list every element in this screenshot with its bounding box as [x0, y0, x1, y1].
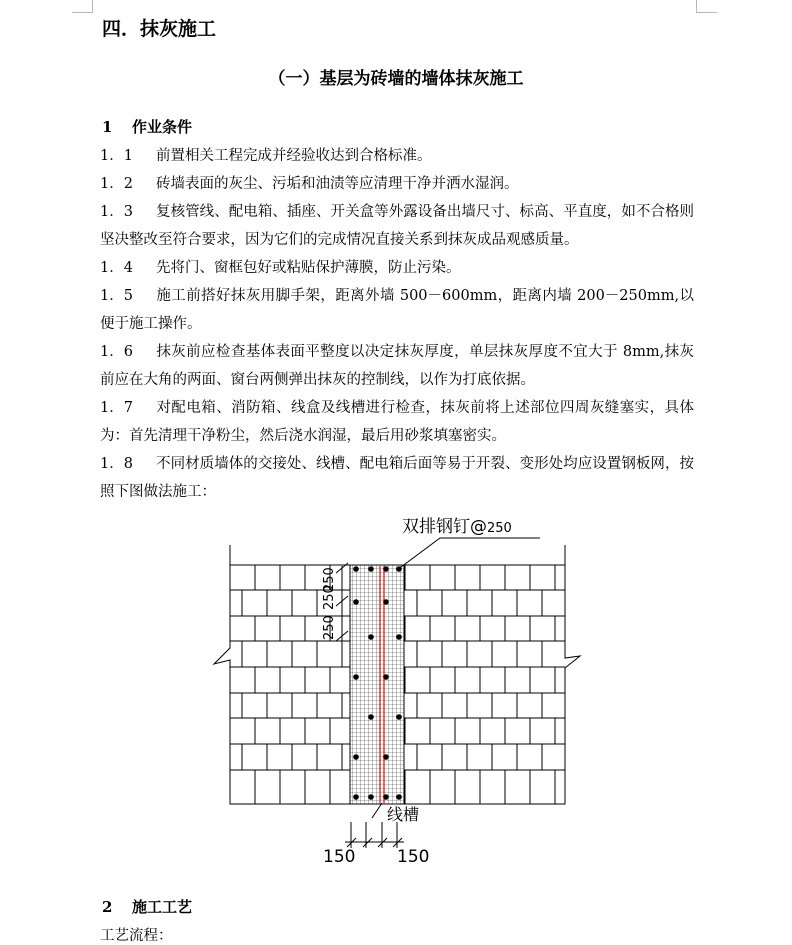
nail-dot [353, 566, 359, 572]
nail-dot [383, 754, 389, 760]
section-2-title: 施工工艺 [132, 898, 193, 916]
item-number: 1．2 [100, 176, 133, 192]
groove-label: 线槽 [387, 805, 420, 824]
dim-vertical-bottom: 250 [322, 615, 337, 640]
nail-dot [353, 599, 359, 605]
item-text: 对配电箱、消防箱、线盒及线槽进行检查，抹灰前将上述部位四周灰缝塞实，具体为：首先清理干净粉尘，然后浇水润湿，最后用砂浆填塞密实。 [100, 400, 694, 444]
nail-dot [353, 794, 359, 800]
nail-dot [383, 566, 389, 572]
process-label: 工艺流程： [100, 928, 173, 944]
item-number: 1．8 [100, 456, 133, 472]
dim-left: 150 [323, 847, 356, 867]
item-text: 前置相关工程完成并经验收达到合格标准。 [156, 148, 432, 164]
item-text: 不同材质墙体的交接处、线槽、配电箱后面等易于开裂、变形处均应设置钢板网，按照下图做法施工： [100, 456, 694, 500]
nail-dot [368, 634, 374, 640]
subsection-heading: （一）基层为砖墙的墙体抹灰施工 [268, 69, 524, 89]
nail-dot [383, 599, 389, 605]
nail-dot [368, 566, 374, 572]
item-number: 1．6 [100, 344, 133, 360]
nail-dot [353, 674, 359, 680]
item-number: 1．1 [100, 148, 133, 164]
nail-dot [396, 714, 402, 720]
groove-label-leader [372, 803, 382, 818]
item-text: 复核管线、配电箱、插座、开关盒等外露设备出墙尺寸、标高、平直度，如不合格则坚决整改至符合要求，因为它们的完成情况直接关系到抹灰成品观感质量。 [100, 204, 694, 248]
item-text: 砖墙表面的灰尘、污垢和油渍等应清理干净并洒水湿润。 [156, 176, 519, 192]
item-number: 1．4 [100, 260, 133, 276]
section-2-heading [102, 896, 192, 917]
nail-label: 双排钢钉@250 [402, 517, 512, 537]
nail-dot [383, 674, 389, 680]
dim-vertical-top: 250 [322, 567, 337, 592]
horizontal-dimension-line [345, 822, 404, 848]
item-text: 施工前搭好抹灰用脚手架，距离外墙 500－600mm，距离内墙 200－250mm,以便于施工操作。 [100, 288, 694, 332]
nail-dot [368, 714, 374, 720]
dim-right: 150 [397, 847, 430, 867]
nail-dot [353, 754, 359, 760]
item-number: 1．3 [100, 204, 133, 220]
nail-dot [383, 794, 389, 800]
item-text: 先将门、窗框包好或粘贴保护薄膜，防止污染。 [156, 260, 461, 276]
section-1-title: 作业条件 [132, 118, 193, 136]
nail-dot [368, 794, 374, 800]
dim-vertical-mid: 250 [322, 585, 337, 610]
item-number: 1．7 [100, 400, 133, 416]
section-heading: 四．抹灰施工 [102, 18, 217, 40]
section-1-number: 1 [102, 118, 113, 136]
item-number: 1．5 [100, 288, 133, 304]
vertical-dimension-line [336, 563, 348, 648]
section-2-number: 2 [102, 898, 113, 916]
item-text: 抹灰前应检查基体表面平整度以决定抹灰厚度，单层抹灰厚度不宜大于 8mm,抹灰前应在大角的两面、窗台两侧弹出抹灰的控制线，以作为打底依据。 [100, 344, 694, 388]
nail-dot [396, 634, 402, 640]
nail-dot [396, 794, 402, 800]
